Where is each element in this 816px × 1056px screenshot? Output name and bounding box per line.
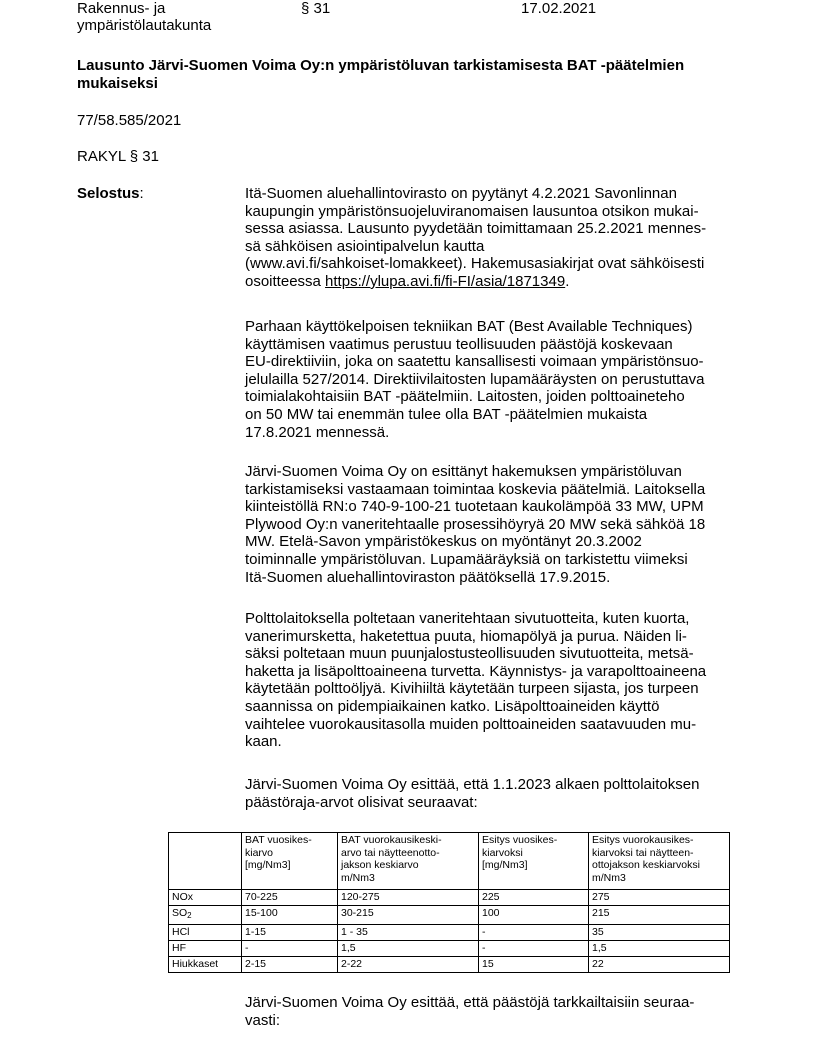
paragraph-line: on 50 MW tai enemmän tulee olla BAT -päätelmien mukaista bbox=[245, 405, 648, 423]
paragraph-line: Polttolaitoksella poltetaan vaneritehtaan sivutuotteita, kuten kuorta, bbox=[245, 610, 690, 627]
paragraph-5 bbox=[245, 776, 745, 811]
paragraph-line: Järvi-Suomen Voima Oy esittää, että päästöjä tarkkailtaisiin seuraa- bbox=[245, 994, 695, 1011]
paragraph-6 bbox=[245, 994, 745, 1029]
paragraph-line: vaihtelee vuorokausitasolla muiden polttoaineiden saatavuuden mu- bbox=[245, 715, 697, 733]
table-header-cell-empty bbox=[169, 833, 242, 890]
paragraph-4 bbox=[245, 610, 745, 751]
paragraph-line: sessa asiassa. Lausunto pyydetään toimittamaan 25.2.2021 mennes- bbox=[245, 220, 707, 238]
paragraph-text: . bbox=[565, 272, 570, 290]
table-cell: 215 bbox=[589, 906, 730, 925]
table-cell: 1-15 bbox=[242, 924, 338, 940]
table-cell: 275 bbox=[589, 890, 730, 906]
paragraph-line: jelulailla 527/2014. Direktiivilaitosten lupamääräysten on perustuttava bbox=[245, 370, 705, 388]
paragraph-line: 17.8.2021 mennessä. bbox=[245, 423, 390, 441]
paragraph-line bbox=[245, 273, 745, 291]
table-cell-pollutant: HF bbox=[169, 940, 242, 956]
table-cell-pollutant: $SO_2$ bbox=[169, 906, 242, 925]
selostus-label bbox=[77, 185, 144, 202]
table-cell: 35 bbox=[589, 924, 730, 940]
paragraph-line: säksi poltetaan muun puunjalostusteollisuuden sivutuotteita, metsä- bbox=[245, 645, 694, 663]
table-cell-pollutant: Hiukkaset bbox=[169, 956, 242, 972]
table-cell: 1,5 bbox=[338, 940, 479, 956]
paragraph-line: Järvi-Suomen Voima Oy esittää, että 1.1.2023 alkaen polttolaitoksen bbox=[245, 776, 700, 793]
paragraph-line: toiminnalle ympäristöluvan. Lupamääräyksiä on tarkistettu viimeksi bbox=[245, 550, 688, 568]
paragraph-1 bbox=[245, 185, 745, 291]
paragraph-line: päästöraja-arvot olisivat seuraavat: bbox=[245, 793, 478, 811]
document-title bbox=[77, 57, 757, 93]
application-documents-link[interactable]: https://ylupa.avi.fi/fi-FI/asia/1871349 bbox=[325, 272, 566, 290]
paragraph-line: kiinteistöllä RN:o 740-9-100-21 tuotetaan kaukolämpöä 33 MW, UPM bbox=[245, 498, 704, 516]
table-header-proposed-annual: Esitys vuosikes- kiarvoksi [mg/Nm3] bbox=[479, 833, 589, 890]
committee-name-line1: Rakennus- ja bbox=[77, 0, 166, 17]
table-cell: 1 - 35 bbox=[338, 924, 479, 940]
paragraph-line: tarkistamiseksi vastaamaan toimintaa koskevia päätelmiä. Laitoksella bbox=[245, 480, 706, 498]
table-row bbox=[169, 890, 730, 906]
document-title-line: Lausunto Järvi-Suomen Voima Oy:n ympäristöluvan tarkistamisesta BAT -päätelmien bbox=[77, 57, 685, 74]
selostus-label-text: Selostus bbox=[77, 185, 140, 202]
reference-number: 77/58.585/2021 bbox=[77, 112, 182, 129]
table-cell: 100 bbox=[479, 906, 589, 925]
paragraph-text: osoitteessa bbox=[245, 272, 326, 290]
paragraph-line: saannissa on pidempiaikainen katko. Lisäpolttoaineiden käyttö bbox=[245, 697, 660, 715]
table-cell: 225 bbox=[479, 890, 589, 906]
rakyl-section: RAKYL § 31 bbox=[77, 148, 159, 165]
paragraph-line: käyttämisen vaatimus perustuu teollisuuden päästöjä koskevaan bbox=[245, 335, 673, 353]
selostus-colon: : bbox=[139, 185, 144, 202]
paragraph-line: haketta ja lisäpolttoaineena turvetta. Käynnistys- ja varapolttoaineena bbox=[245, 662, 707, 680]
paragraph-line: Itä-Suomen aluehallintovirasto on pyytänyt 4.2.2021 Savonlinnan bbox=[245, 185, 677, 202]
table-cell: 2-15 bbox=[242, 956, 338, 972]
table-row bbox=[169, 956, 730, 972]
paragraph-line: käytetään polttoöljyä. Kivihiiltä käytetään turpeen sijasta, jos turpeen bbox=[245, 680, 699, 698]
table-row bbox=[169, 906, 730, 925]
table-cell: 15 bbox=[479, 956, 589, 972]
paragraph-3 bbox=[245, 463, 745, 586]
paragraph-line: Plywood Oy:n vaneritehtaalle prosessihöyryä 20 MW sekä sähköä 18 bbox=[245, 515, 706, 533]
table-row bbox=[169, 924, 730, 940]
table-header-row bbox=[169, 833, 730, 890]
table-header-proposed-daily: Esitys vuorokausikes- kiarvoksi tai näytteen- ottojakson keskiarvoksi m/Nm3 bbox=[589, 833, 730, 890]
table-cell: 15-100 bbox=[242, 906, 338, 925]
table-cell: 30-215 bbox=[338, 906, 479, 925]
table-cell: 120-275 bbox=[338, 890, 479, 906]
table-cell-pollutant: NOx bbox=[169, 890, 242, 906]
paragraph-line: kaan. bbox=[245, 733, 282, 751]
emission-limits-table bbox=[168, 832, 730, 973]
table-header-bat-daily: BAT vuorokausikeski- arvo tai näytteenotto- jakson keskiarvo m/Nm3 bbox=[338, 833, 479, 890]
table-cell: - bbox=[479, 940, 589, 956]
paragraph-line: Järvi-Suomen Voima Oy on esittänyt hakemuksen ympäristöluvan bbox=[245, 463, 682, 480]
committee-name-line2: ympäristölautakunta bbox=[77, 17, 212, 34]
table-cell: 70-225 bbox=[242, 890, 338, 906]
paragraph-line: toimialakohtaisiin BAT -päätelmiin. Laitosten, joiden polttoaineteho bbox=[245, 388, 685, 406]
table-cell: 2-22 bbox=[338, 956, 479, 972]
table-cell: - bbox=[479, 924, 589, 940]
table-row bbox=[169, 940, 730, 956]
paragraph-line: kaupungin ympäristönsuojeluviranomaisen lausuntoa otsikon mukai- bbox=[245, 202, 699, 220]
meeting-date: 17.02.2021 bbox=[521, 0, 597, 17]
table-cell: - bbox=[242, 940, 338, 956]
table-cell: 1,5 bbox=[589, 940, 730, 956]
subscript: 2 bbox=[187, 911, 192, 920]
paragraph-line: MW. Etelä-Savon ympäristökeskus on myöntänyt 20.3.2002 bbox=[245, 533, 642, 551]
paragraph-line: Itä-Suomen aluehallintoviraston päätöksellä 17.9.2015. bbox=[245, 568, 611, 586]
paragraph-line: vanerimursketta, haketettua puuta, hiomapölyä ja purua. Näiden li- bbox=[245, 627, 687, 645]
paragraph-line: Parhaan käyttökelpoisen tekniikan BAT (Best Available Techniques) bbox=[245, 318, 693, 335]
paragraph-line: (www.avi.fi/sahkoiset-lomakkeet). Hakemusasiakirjat ovat sähköisesti bbox=[245, 255, 705, 273]
table-header-bat-annual: BAT vuosikes- kiarvo [mg/Nm3] bbox=[242, 833, 338, 890]
committee-name bbox=[77, 0, 211, 34]
section-number: § 31 bbox=[301, 0, 331, 17]
paragraph-line: sä sähköisen asiointipalvelun kautta bbox=[245, 237, 485, 255]
document-title-line: mukaiseksi bbox=[77, 75, 158, 92]
table-cell-pollutant: HCl bbox=[169, 924, 242, 940]
table-cell: 22 bbox=[589, 956, 730, 972]
paragraph-2 bbox=[245, 318, 745, 441]
paragraph-line: EU-direktiiviin, joka on saatettu kansallisesti voimaan ympäristönsuo- bbox=[245, 353, 704, 371]
paragraph-line: vasti: bbox=[245, 1011, 281, 1029]
